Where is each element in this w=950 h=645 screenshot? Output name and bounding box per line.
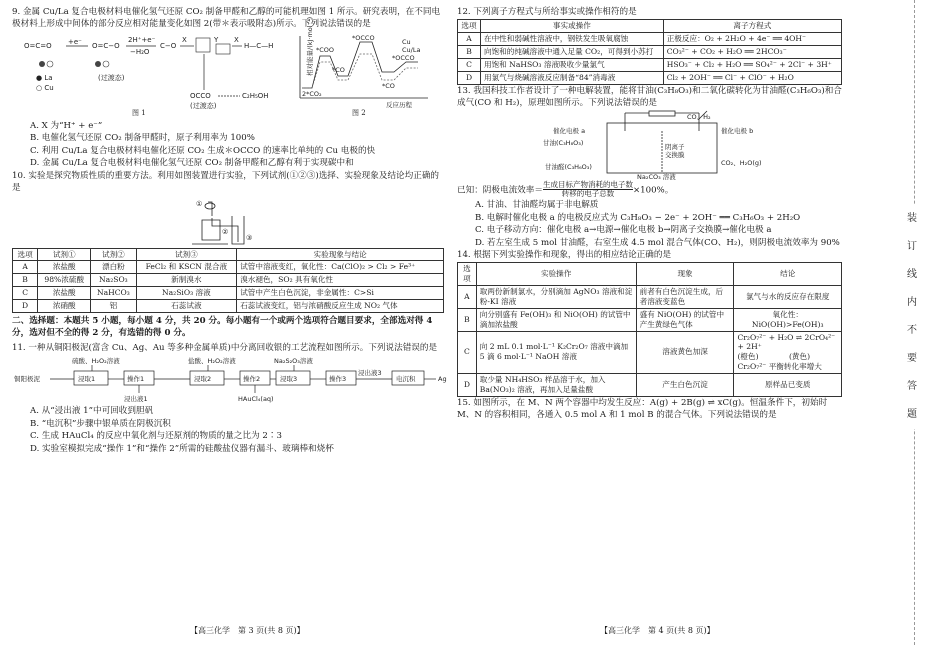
table-cell: C <box>458 331 477 373</box>
svg-text:O=C−O: O=C−O <box>92 41 120 50</box>
q13-fig-membrane-2: 交换膜 <box>665 150 685 159</box>
q11-stem: 11. 一种从铜阳极泥(富含 Cu、Ag、Au 等多种金属单质)中分离回收银的工艺流程如图所示。下列说法错误的是 <box>12 342 438 353</box>
fig1-step1: +e⁻ <box>68 37 82 46</box>
svg-text:X: X <box>234 35 239 44</box>
table-cell: Na₂SO₃ <box>91 274 136 287</box>
q10-header: 试剂② <box>91 248 136 261</box>
flow-step-4: 操作2 <box>243 375 261 384</box>
table-cell: D <box>458 71 481 84</box>
fig2-ylabel: 相对能量/(kJ·mol⁻¹) <box>306 16 314 76</box>
q12-header: 事实或操作 <box>480 20 663 33</box>
flow-reagent-2: 盐酸、H₂O₂溶液 <box>188 357 236 366</box>
q14-header: 实验操作 <box>476 263 636 286</box>
binding-char: 不 <box>907 325 917 336</box>
table-cell: FeCl₂ 和 KSCN 混合液 <box>136 261 237 274</box>
flow-output-3: 浸出液3 <box>358 369 382 378</box>
table-cell: 正极反应：O₂ + 2H₂O + 4e⁻ ══ 4OH⁻ <box>663 33 841 46</box>
question-15 <box>457 397 842 422</box>
table-row <box>458 59 842 72</box>
footer-left: 【高三化学 第 3 页(共 8 页)】 <box>190 626 305 636</box>
table-cell: 铝 <box>91 300 136 313</box>
table-cell: 溶液黄色加深 <box>636 331 734 373</box>
binding-char: 题 <box>907 409 917 420</box>
table-cell: D <box>13 300 38 313</box>
q12-stem: 12. 下列离子方程式与所给事实或操作相符的是 <box>457 7 637 17</box>
fig1-occo: OCCO <box>190 91 211 100</box>
q9-option-d: D. 金属 Cu/La 复合电极材料电催化氢气还原 CO₂ 制备甲醛和乙醇有利于实现碳中和 <box>30 158 354 169</box>
q11-option-d: D. 实验室模拟完成“操作 1”和“操作 2”所需的硅酸盐仪器有漏斗、玻璃棒和烧杯 <box>30 443 334 454</box>
q12-table <box>457 19 842 84</box>
fig2-start: 2*CO₂ <box>302 89 322 98</box>
fig1-y: Y <box>214 35 219 44</box>
fig2-d: *CO <box>382 81 395 90</box>
q13-electrolysis-figure <box>457 111 842 181</box>
table-cell: 产生白色沉淀 <box>636 374 734 397</box>
q12-header: 选项 <box>458 20 481 33</box>
binding-strip <box>862 0 950 645</box>
q13-fig-electrode-b: 催化电极 b <box>721 126 754 135</box>
fig1-cu: ○ Cu <box>36 83 54 92</box>
binding-char: 装 <box>907 213 917 224</box>
q13-fig-membrane-1: 阴离子 <box>665 142 685 151</box>
table-cell: HSO₃⁻ + Cl₂ + H₂O ══ SO₄²⁻ + 2Cl⁻ + 3H⁺ <box>663 59 841 72</box>
binding-char: 要 <box>907 353 917 364</box>
q13-fig-glycerol: 甘油(C₃H₈O₃) <box>543 138 584 147</box>
table-row <box>458 71 842 84</box>
table-cell: B <box>13 274 38 287</box>
svg-text:C−O: C−O <box>160 41 177 50</box>
q10-fig-label-2: ② <box>222 227 229 236</box>
q13-fig-aldehyde: 甘油醛(C₃H₆O₃) <box>545 162 592 171</box>
flow-step-2: 操作1 <box>127 375 145 384</box>
fig2-e: *OCCO <box>352 33 375 42</box>
table-cell: 在中性和弱碱性溶液中，钢铁发生吸氧腐蚀 <box>480 33 663 46</box>
q10-header: 试剂① <box>38 248 91 261</box>
q15-stem: 15. 如图所示，在 M、N 两个容器中均发生反应：A(g) + 2B(g) ⇌ xC(g)。恒温条件下，初始时 M、N 的容积相同，各通入 0.5 mol A 和 1 mol B 的混合气体。下列说法错误的是 <box>457 397 828 421</box>
q13-fig-co2: CO₂、H₂O(g) <box>721 158 762 167</box>
q13-option-c: C. 电子移动方向：催化电极 a→电源→催化电极 b→阴离子交换膜→催化电极 a <box>475 225 772 236</box>
table-cell: 石蕊试液 <box>136 300 237 313</box>
flow-start: 铜阳极泥 <box>14 375 40 384</box>
table-row <box>13 261 444 274</box>
binding-char: 订 <box>907 241 917 252</box>
q10-fig-label-3: ③ <box>246 233 253 242</box>
fig2-cula: Cu/La <box>402 45 421 54</box>
flow-step-7: 电沉积 <box>396 375 416 384</box>
table-cell: C <box>458 59 481 72</box>
q13-note-prefix: 已知：阴极电流效率＝ <box>457 184 543 195</box>
table-cell: NaHCO₃ <box>91 287 136 300</box>
q13-note-suffix: ×100%。 <box>632 184 674 195</box>
table-cell: 试管中产生白色沉淀，非金属性：C>Si <box>237 287 444 300</box>
q13-note-numerator: 生成目标产物消耗的电子数 <box>542 179 633 189</box>
question-12 <box>457 6 842 85</box>
flow-step-3: 浸取2 <box>194 375 212 384</box>
q14-stem: 14. 根据下列实验操作和现象，得出的相应结论正确的是 <box>457 249 672 260</box>
flow-step-6: 操作3 <box>329 375 347 384</box>
fig1-c2h5oh: C₂H₅OH <box>242 91 269 100</box>
q13-option-a: A. 甘油、甘油醛均属于非电解质 <box>475 200 599 211</box>
table-cell: 用氯气与烧碱溶液反应制备“84”消毒液 <box>480 71 663 84</box>
fig1-x: X <box>182 35 187 44</box>
table-cell: Cl₂ + 2OH⁻ ══ Cl⁻ + ClO⁻ + H₂O <box>663 71 841 84</box>
q9-option-c: C. 利用 Cu/La 复合电极材料电催化还原 CO₂ 生成＊OCCO 的速率比单纯的 Cu 电极的快 <box>30 145 376 156</box>
table-cell: 向饱和的纯碱溶液中通入足量 CO₂，可得到小苏打 <box>480 46 663 59</box>
q14-header: 选项 <box>458 263 477 286</box>
q10-stem: 10. 实验是探究物质性质的重要方法。利用如图装置进行实验，下列试剂(①②③)选择、实验现象及结论均正确的是 <box>12 170 440 194</box>
q10-header: 实验现象与结论 <box>237 248 444 261</box>
q12-header: 离子方程式 <box>663 20 841 33</box>
table-cell: 用饱和 NaHSO₃ 溶液吸收少量氯气 <box>480 59 663 72</box>
q9-figure-1 <box>22 32 272 110</box>
q14-header: 现象 <box>636 263 734 286</box>
question-14 <box>457 249 842 397</box>
q13-note <box>457 181 842 199</box>
table-row <box>458 374 842 397</box>
right-page <box>457 6 842 423</box>
q13-fig-na: Na₂CO₃ 溶液 <box>637 172 676 181</box>
table-cell: A <box>13 261 38 274</box>
table-cell: 浓盐酸 <box>38 261 91 274</box>
table-cell: 盛有 NiO(OH) 的试管中产生黄绿色气体 <box>636 308 734 331</box>
q11-flow-diagram <box>12 355 447 405</box>
flow-output-2: HAuCl₄(aq) <box>238 395 274 404</box>
q9-option-b: B. 电催化氢气还原 CO₂ 制备甲醛时，原子利用率为 100% <box>30 133 255 144</box>
fig2-cu: Cu <box>402 37 411 46</box>
table-cell: A <box>458 286 477 309</box>
table-cell: 原样品已变质 <box>734 374 842 397</box>
flow-reagent-3: Na₂S₂O₃溶液 <box>274 357 313 366</box>
fig2-caption: 图 2 <box>352 108 366 117</box>
fig1-la: ● La <box>36 73 53 82</box>
binding-char: 线 <box>907 269 917 280</box>
q10-table <box>12 248 444 313</box>
fig1-step2: 2H⁺+e⁻ <box>128 35 156 44</box>
table-cell: 漂白粉 <box>91 261 136 274</box>
flow-end: Ag <box>438 375 447 384</box>
table-cell: B <box>458 308 477 331</box>
table-cell: 石蕊试液变红，铝与浓硝酸反应生成 NO₂ 气体 <box>237 300 444 313</box>
section-2-heading: 二、选择题：本题共 5 小题，每小题 4 分，共 20 分。每小题有一个或两个选项符合题目要求，全部选对得 4 分，选对但不全的得 2 分，有选错的得 0 分。 <box>12 315 433 339</box>
fig1-guodu2: (过渡态) <box>190 101 217 110</box>
table-cell: 试管中溶液变红，氧化性：Ca(ClO)₂ > Cl₂ > Fe³⁺ <box>237 261 444 274</box>
q13-option-b: B. 电解时催化电极 a 的电极反应式为 C₃H₈O₃ − 2e⁻ + 2OH⁻ ══ C₃H₆O₃ + 2H₂O <box>475 212 801 223</box>
fig1-step2b: −H₂O <box>130 47 150 56</box>
table-cell: Na₂SiO₃ 溶液 <box>136 287 237 300</box>
flow-output-1: 浸出液1 <box>124 395 148 404</box>
q11-option-c: C. 生成 HAuCl₄ 的反应中氧化剂与还原剂的物质的量之比为 2∶3 <box>30 431 282 442</box>
table-row <box>458 331 842 373</box>
table-cell: C <box>13 287 38 300</box>
footer-right: 【高三化学 第 4 页(共 8 页)】 <box>600 626 715 636</box>
table-cell: 氯气与水的反应存在限度 <box>734 286 842 309</box>
svg-text:O=C=O: O=C=O <box>24 41 52 50</box>
binding-char: 内 <box>907 297 917 308</box>
table-cell: D <box>458 374 477 397</box>
flow-step-1: 浸取1 <box>78 375 96 384</box>
table-row <box>458 308 842 331</box>
fig1-caption: 图 1 <box>132 108 146 117</box>
table-cell: B <box>458 46 481 59</box>
q9-stem: 9. 金属 Cu/La 复合电极材料电催化氢气还原 CO₂ 制备甲醛和乙醇的可能机理如图 1 所示。研究表明，在不同电极材料上形成中间体的部分反应相对能量变化如图 2(带＊表示吸附态)所示。下列说法错误的是 <box>12 7 441 30</box>
table-cell: 取少量 NH₄HSO₃ 样品溶于水，加入 Ba(NO₃)₂ 溶液，再加入足量盐酸 <box>476 374 636 397</box>
q10-header: 选项 <box>13 248 38 261</box>
q10-fig-label-1: ① <box>196 199 203 208</box>
q13-fig-top: CO、H₂ <box>687 112 711 121</box>
question-9 <box>12 6 444 170</box>
question-13 <box>457 85 842 249</box>
flow-reagent-1: 硫酸、H₂O₂溶液 <box>72 357 120 366</box>
fig2-xlabel: 反应历程 <box>386 100 412 109</box>
table-cell: 向 2 mL 0.1 mol·L⁻¹ K₂Cr₂O₇ 溶液中滴加 5 滴 6 mol·L⁻¹ NaOH 溶液 <box>476 331 636 373</box>
q14-header: 结论 <box>734 263 842 286</box>
fig1-guodu1: (过渡态) <box>98 73 125 82</box>
table-cell: 98%浓硫酸 <box>38 274 91 287</box>
table-cell: 取两份新制氯水，分别滴加 AgNO₃ 溶液和淀粉-KI 溶液 <box>476 286 636 309</box>
table-cell: 向分别盛有 Fe(OH)₃ 和 NiO(OH) 的试管中滴加浓盐酸 <box>476 308 636 331</box>
q13-stem: 13. 我国科技工作者设计了一种电解装置，能将甘油(C₃H₈O₃)和二氧化碳转化为甘油醛(C₃H₆O₃)和合成气(CO 和 H₂)，原理如图所示。下列说法错误的是 <box>457 85 842 109</box>
table-cell: 新制溴水 <box>136 274 237 287</box>
question-10 <box>12 170 444 313</box>
q13-option-d: D. 若左室生成 5 mol 甘油醛，右室生成 4.5 mol 混合气体(CO、H₂)，则阴极电流效率为 90% <box>475 237 840 248</box>
q10-apparatus-figure <box>188 196 268 248</box>
binding-char: 答 <box>907 381 917 392</box>
q13-note-denominator: 转移的电子总数 <box>561 188 615 198</box>
table-cell: CO₃²⁻ + CO₂ + H₂O ══ 2HCO₃⁻ <box>663 46 841 59</box>
q11-option-a: A. 从“浸出液 1”中可回收到胆矾 <box>30 406 154 417</box>
table-row <box>13 274 444 287</box>
table-cell: Cr₂O₇²⁻ + H₂O ⇌ 2CrO₄²⁻ + 2H⁺ (橙色) (黄色) Cr₂O₇²⁻ 平衡转化率增大 <box>734 331 842 373</box>
q9-figure-2 <box>282 16 432 110</box>
table-row <box>458 46 842 59</box>
q9-option-a: A. X 为“H⁺ + e⁻” <box>30 120 103 131</box>
table-row <box>458 33 842 46</box>
binding-warning <box>902 205 922 429</box>
fig2-a: *COO <box>316 45 335 54</box>
table-cell: 前者有白色沉淀生成，后者溶液变蓝色 <box>636 286 734 309</box>
table-cell: A <box>458 33 481 46</box>
left-page <box>12 6 447 455</box>
table-cell: 浓盐酸 <box>38 287 91 300</box>
question-11 <box>12 342 447 455</box>
flow-step-5: 浸取3 <box>280 375 298 384</box>
q14-table <box>457 262 842 396</box>
q11-option-b: B. “电沉积”步骤中银单质在阴极沉积 <box>30 418 171 429</box>
table-row <box>458 286 842 309</box>
q10-header: 试剂③ <box>136 248 237 261</box>
table-row <box>13 287 444 300</box>
fig2-c: *CO <box>332 65 345 74</box>
q13-fig-electrode-a: 催化电极 a <box>553 126 586 135</box>
fig2-f: *OCCO <box>392 53 415 62</box>
table-row <box>13 300 444 313</box>
table-cell: 浓硝酸 <box>38 300 91 313</box>
table-cell: 氧化性：NiO(OH)>Fe(OH)₃ <box>734 308 842 331</box>
table-cell: 溴水褪色，SO₂ 具有氧化性 <box>237 274 444 287</box>
fig1-hcho: H—C—H <box>244 41 274 50</box>
